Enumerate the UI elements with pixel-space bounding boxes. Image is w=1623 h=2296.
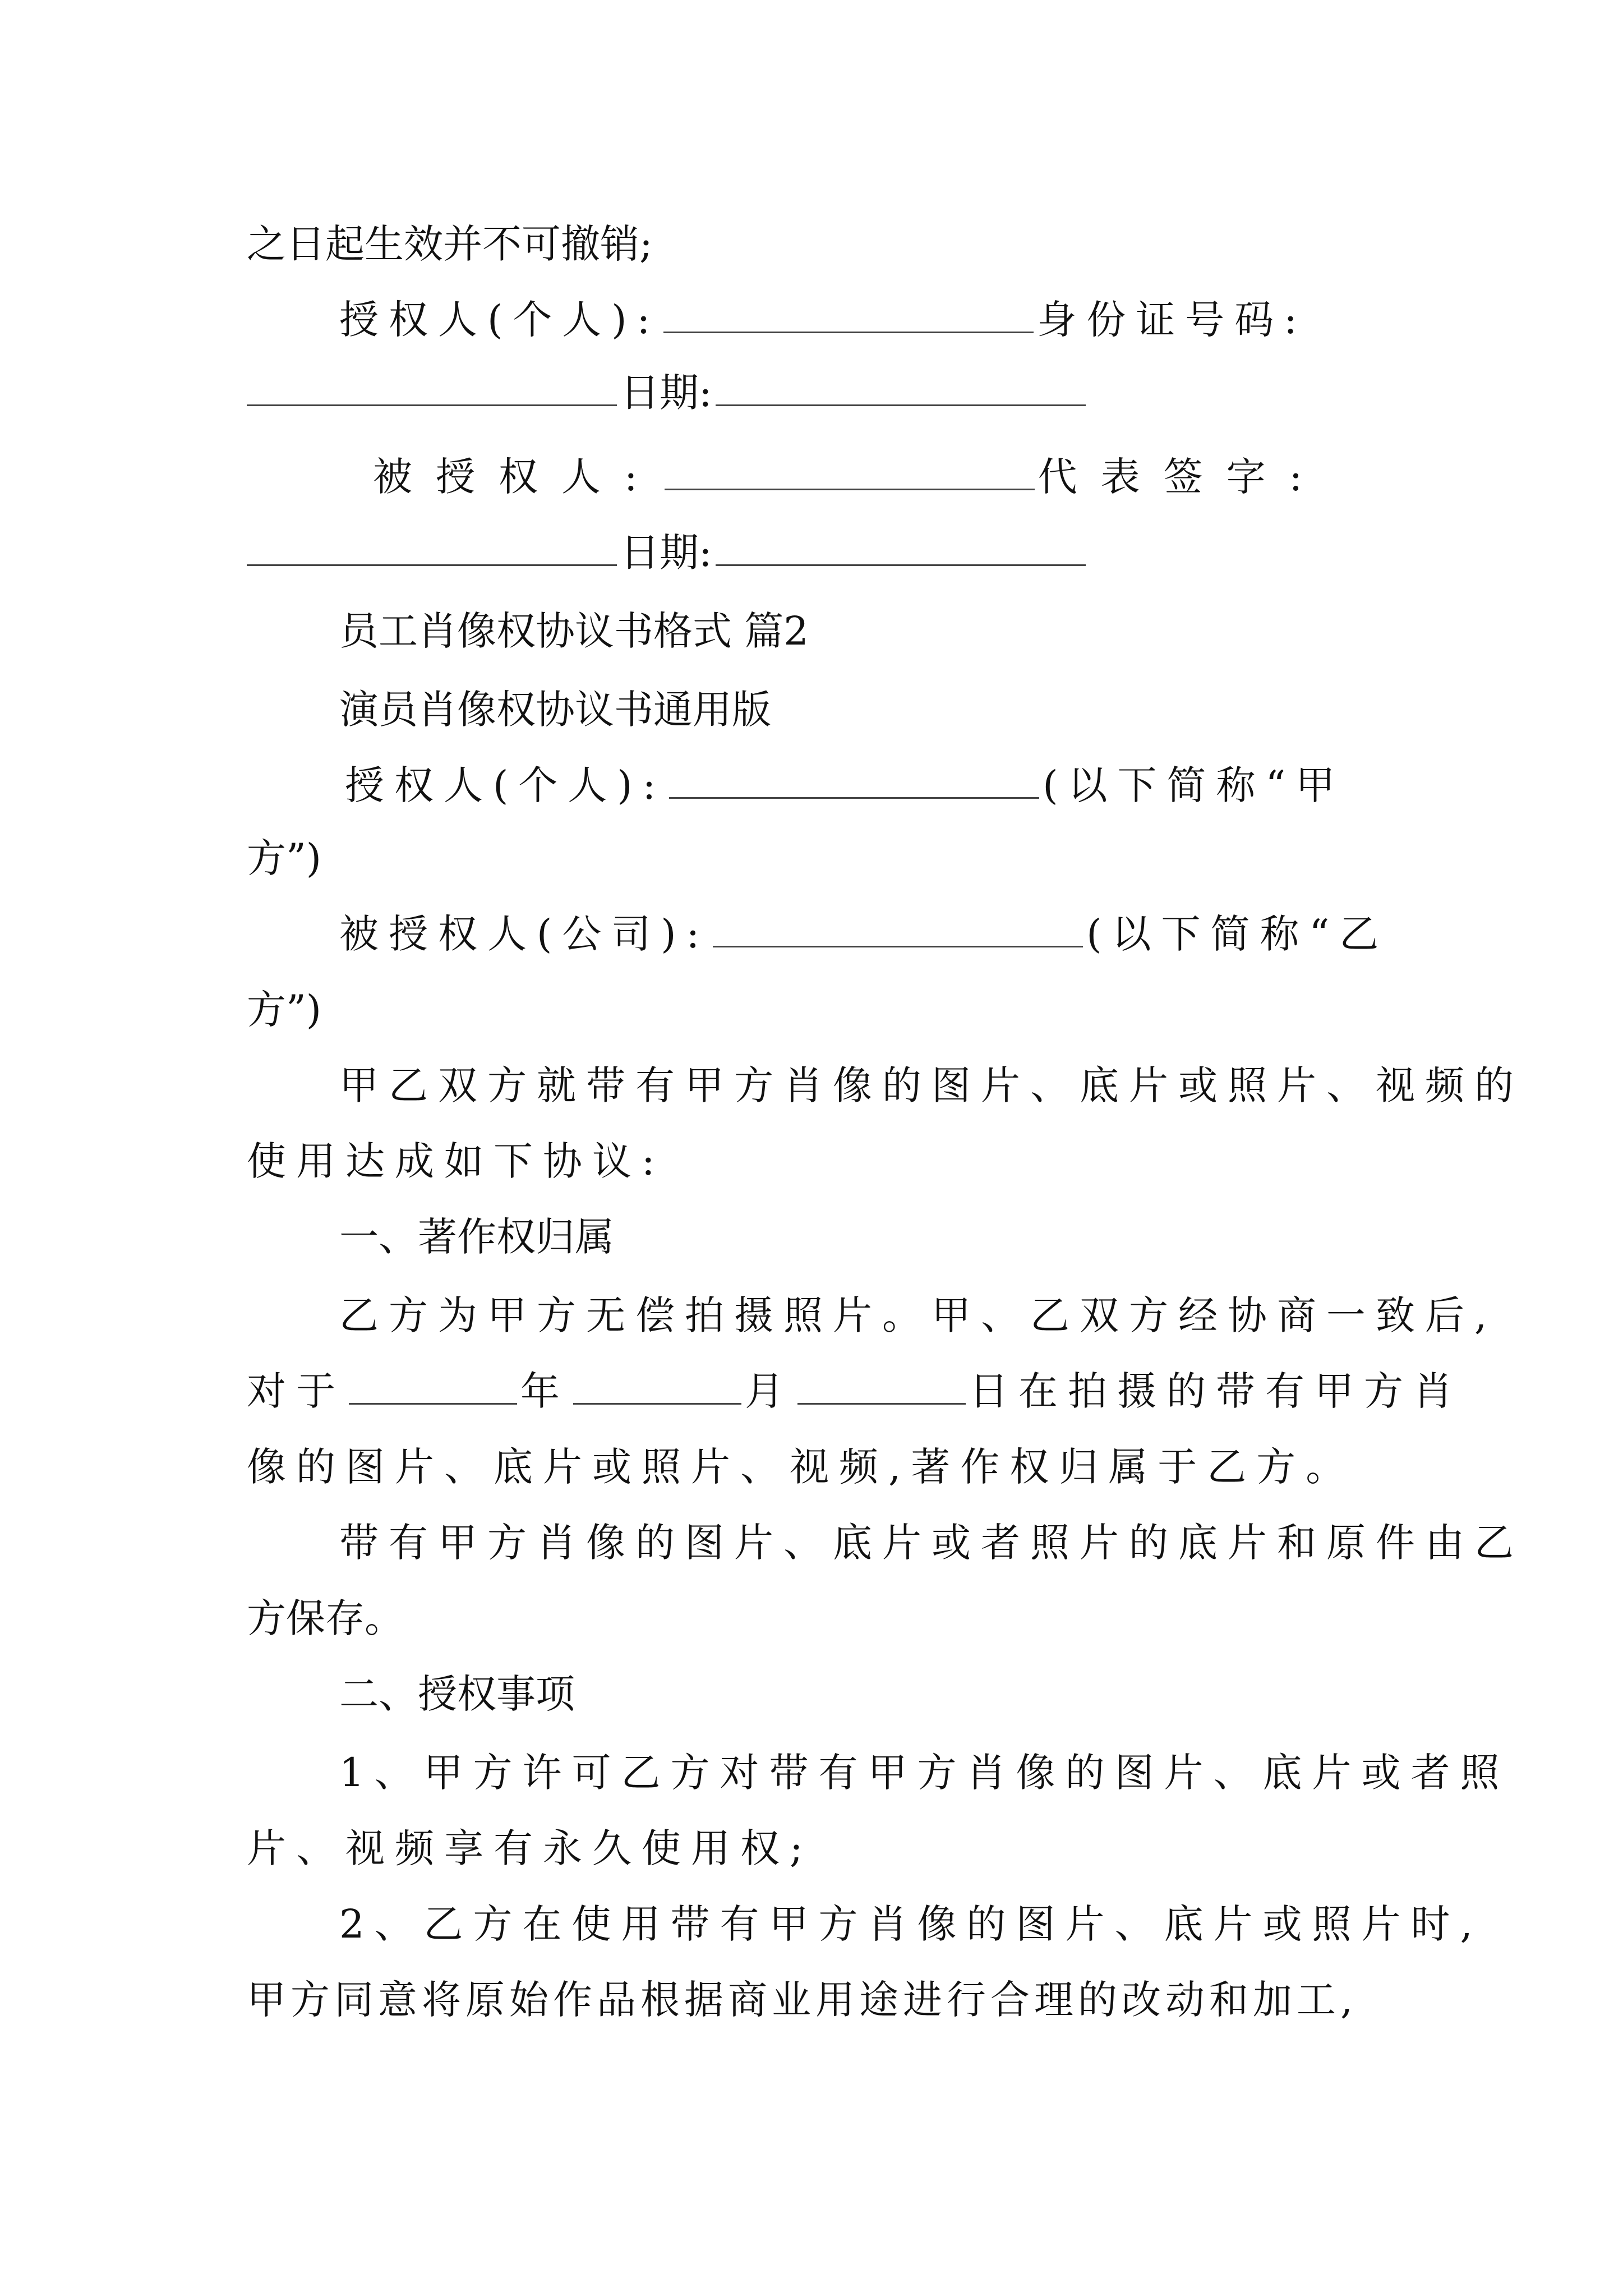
text-line [339,1742,1510,1803]
document-title [339,679,771,740]
heading-text: 员工肖像权协议书格式 篇2 [339,608,809,654]
label-grantee-company: 被授权人(公司): [339,911,710,957]
text-line [247,1818,813,1879]
label-id-number: 身份证号码: [1037,297,1307,343]
text-line [339,1512,1524,1573]
paragraph-text: 片、视频享有永久使用权; [247,1825,813,1871]
section-heading [339,1206,614,1268]
date-line [247,362,1089,424]
blank-field [663,298,1034,333]
blank-field [716,531,1086,566]
label-grantee: 被授权人: [373,454,661,500]
blank-field [349,1369,517,1405]
label-party-b-abbrev: (以下简称“乙 [1086,911,1389,957]
blank-field [669,763,1039,799]
paragraph-text: 方保存。 [247,1595,404,1641]
label-grantor: 授权人(个人): [345,762,666,808]
label-rep-signature: 代表签字: [1038,454,1326,500]
blank-field [713,912,1083,947]
paragraph-text: 乙方为甲方无偿拍摄照片。甲、乙双方经协商一致后, [339,1292,1497,1338]
text-line [339,1893,1483,1955]
date-fill-line [247,1360,1463,1422]
heading-text: 一、著作权归属 [339,1214,614,1260]
text-line [247,1588,404,1649]
blank-field [247,371,617,406]
paragraph-text: 使用达成如下协议: [247,1138,665,1184]
blank-field [797,1369,966,1405]
signature-line-grantor [339,289,1307,351]
signature-line-grantee [373,446,1326,508]
blank-field [247,531,617,566]
section-heading [339,600,809,662]
paragraph-text: 甲乙双方就带有甲方肖像的图片、底片或照片、视频的 [339,1062,1524,1108]
blank-field [665,455,1035,490]
blank-field [716,371,1086,406]
text-line [339,1055,1524,1116]
section-heading [339,1663,575,1725]
paragraph-text: 方”) [247,835,322,881]
text-line [247,1130,665,1192]
label-date: 日期: [620,370,712,416]
paragraph-text: 像的图片、底片或照片、视频,著作权归属于乙方。 [247,1444,1355,1490]
paragraph-text: 之日起生效并不可撤销; [247,221,653,267]
title-text: 演员肖像权协议书通用版 [339,687,771,733]
text-line [247,1969,1357,2031]
paragraph-text: 方”) [247,987,322,1033]
label-party-a-abbrev: (以下简称“甲 [1043,762,1345,808]
label-year: 年 [520,1368,570,1414]
text-line [247,1436,1355,1498]
paragraph-text: 1、甲方许可乙方对带有甲方肖像的图片、底片或者照 [339,1750,1510,1796]
label-month: 月 [745,1368,794,1414]
paragraph-text: 带有甲方肖像的图片、底片或者照片的底片和原件由乙 [339,1520,1524,1566]
date-line [247,522,1089,583]
text-line [339,1285,1497,1346]
party-b-line [339,903,1389,965]
paragraph-text: 甲方同意将原始作品根据商业用途进行合理的改动和加工, [247,1977,1358,2023]
label-date: 日期: [620,530,712,576]
text-line [247,827,321,889]
text-line [247,979,321,1041]
party-a-line [345,754,1345,816]
label-grantor: 授权人(个人): [339,297,661,343]
heading-text: 二、授权事项 [339,1671,575,1717]
paragraph-text: 对于 [247,1368,345,1414]
paragraph-text: 日在拍摄的带有甲方肖 [969,1368,1463,1414]
blank-field [573,1369,741,1405]
text-line [247,213,653,275]
paragraph-text: 2、乙方在使用带有甲方肖像的图片、底片或照片时, [339,1901,1483,1947]
